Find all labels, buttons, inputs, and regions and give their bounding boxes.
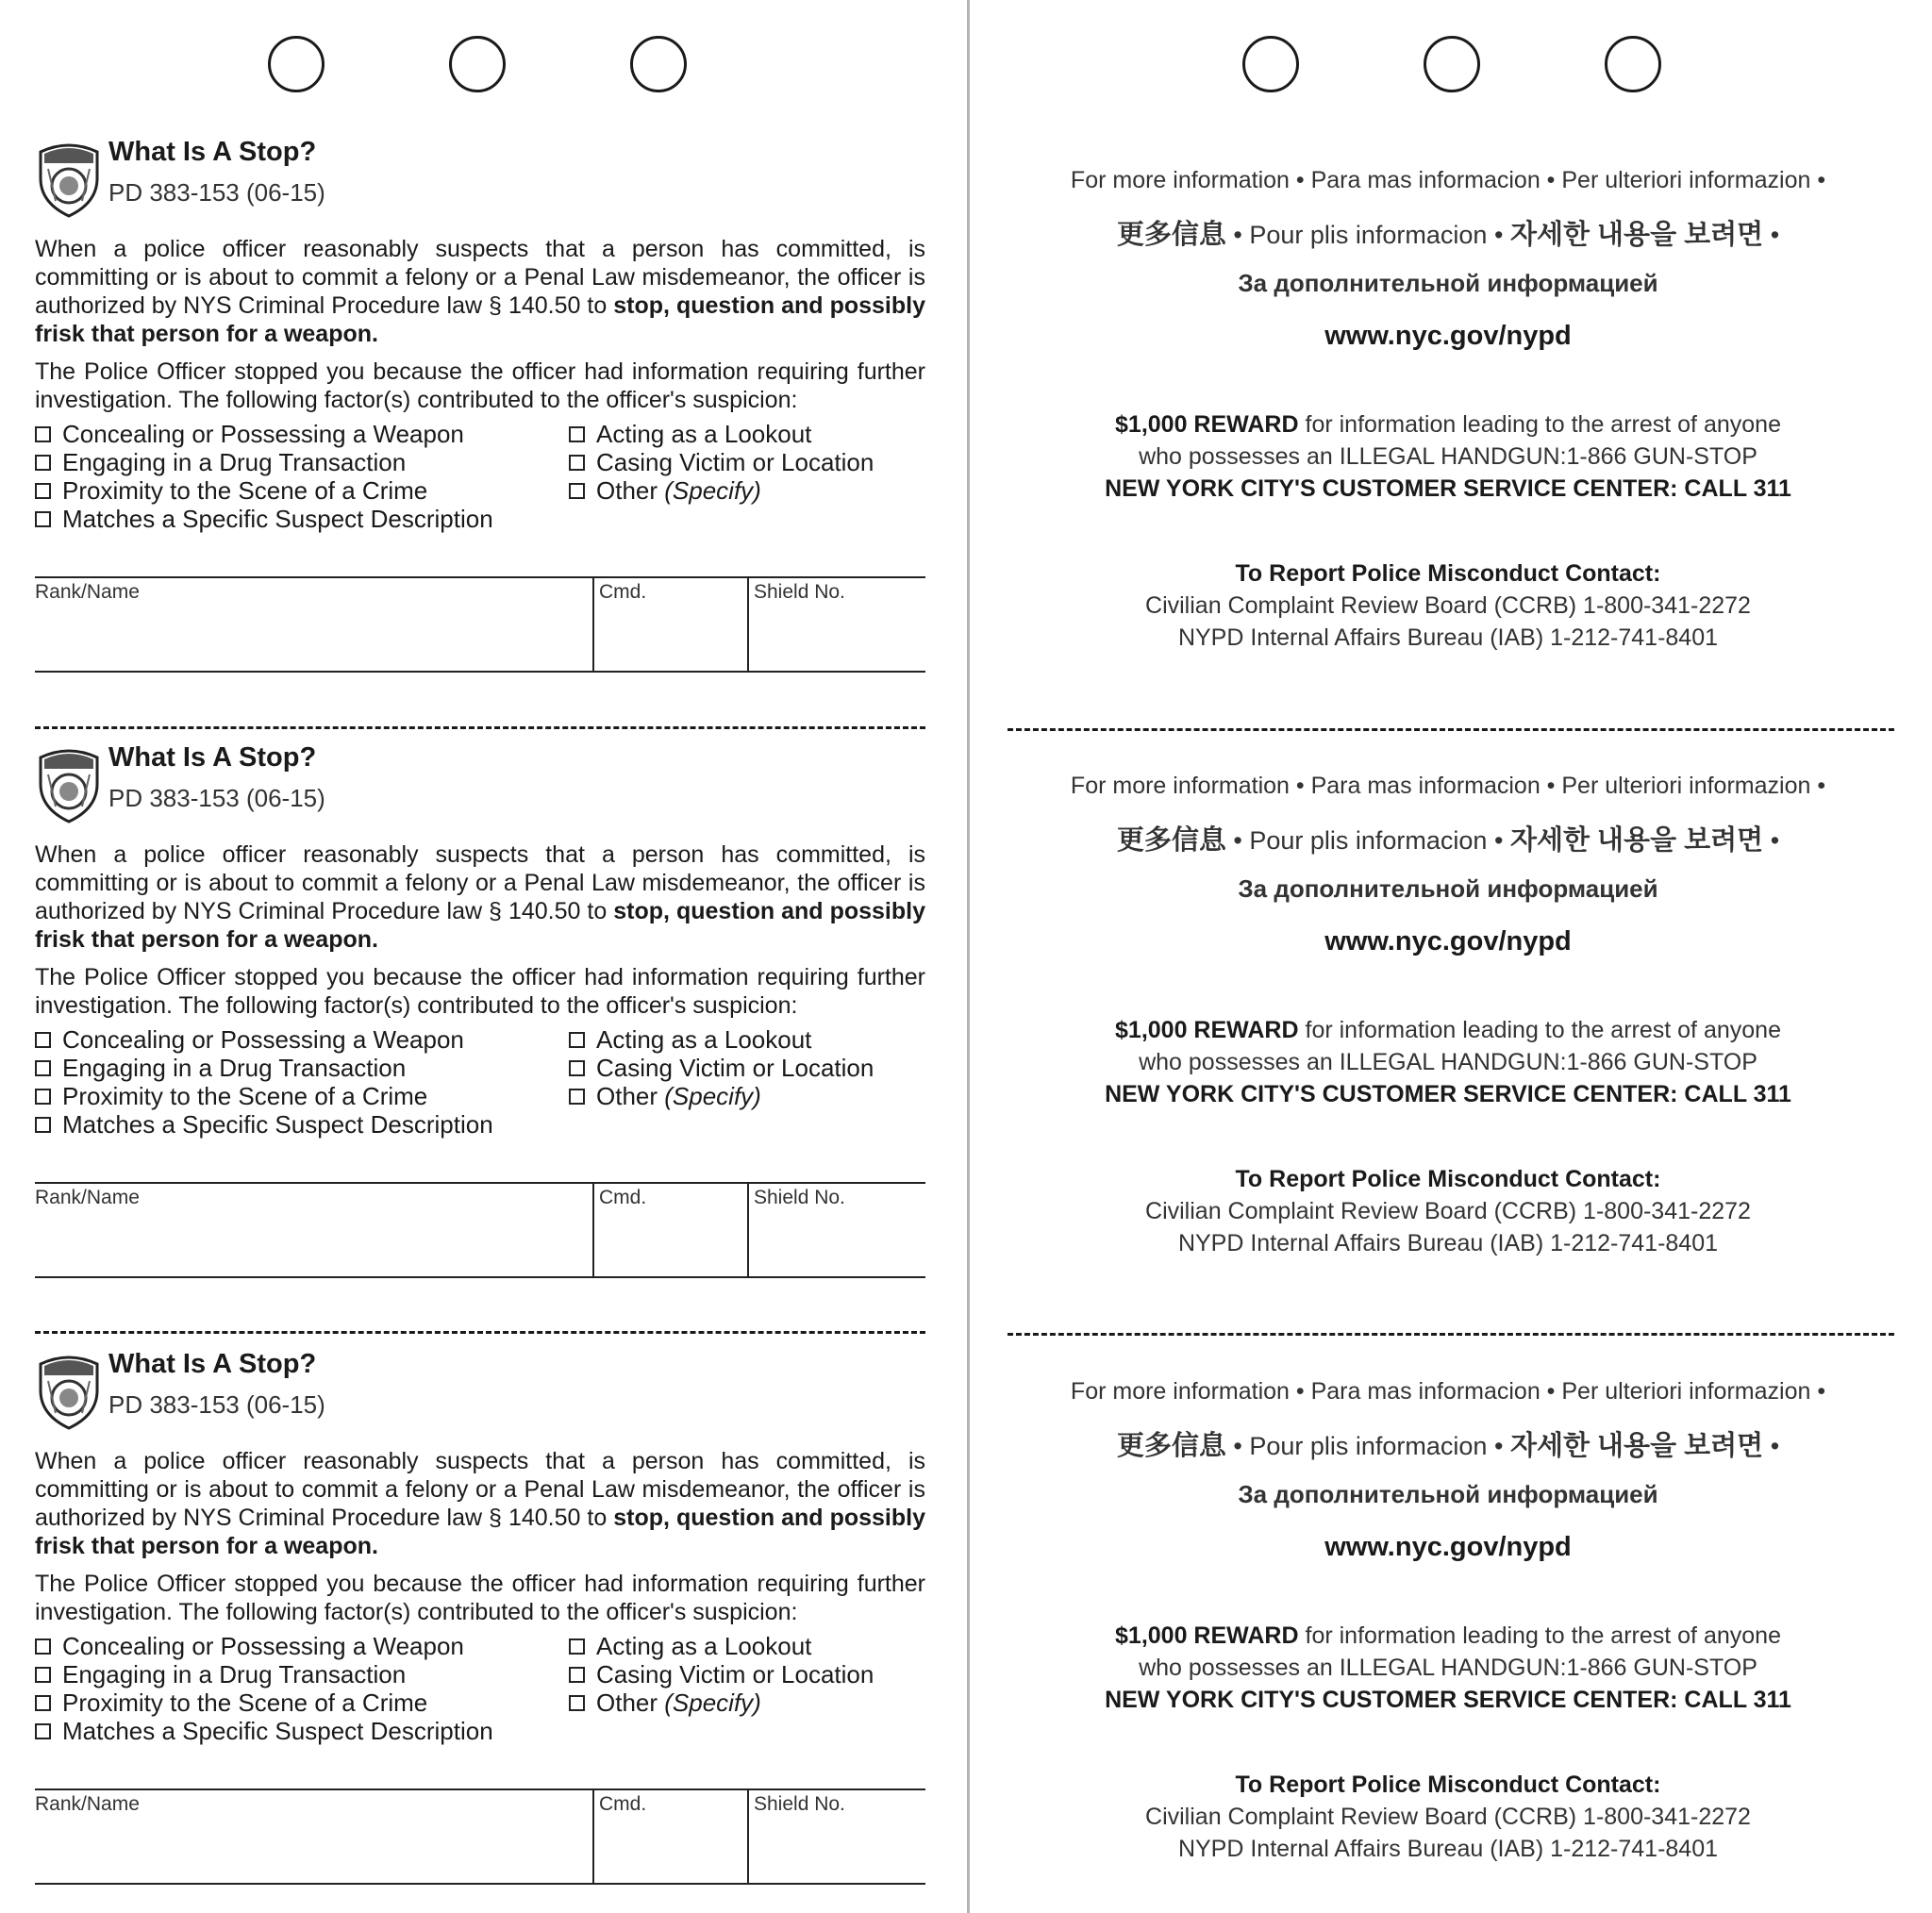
stop-reason: The Police Officer stopped you because the officer had information requiring further investigation. The following factor(s) contributed to the officer's suspicion: [35, 1571, 925, 1625]
misconduct-contacts: To Report Police Misconduct Contact: Civilian Complaint Review Board (CCRB) 1-800-341-2272 NYPD Internal Affairs Bureau (IAB) 1-212-741-8401 [1145, 560, 1751, 651]
misconduct-contacts: To Report Police Misconduct Contact: Civilian Complaint Review Board (CCRB) 1-800-341-2272 NYPD Internal Affairs Bureau (IAB) 1-212-741-8401 [1145, 1772, 1751, 1862]
factor-suspect-description[interactable]: Matches a Specific Suspect Description [35, 1717, 569, 1745]
stop-stub-3 [35, 1351, 925, 1885]
factor-weapon[interactable]: Concealing or Possessing a Weapon [35, 1025, 569, 1054]
more-info-languages: 更多信息 • Pour plis informacion • 자세한 내용을 보려면 • [1116, 825, 1780, 856]
checkbox[interactable] [569, 1667, 585, 1683]
stub-title: What Is A Stop? [108, 742, 317, 773]
factor-casing[interactable]: Casing Victim or Location [569, 1660, 874, 1688]
shield-no-field[interactable]: Shield No. [747, 1790, 845, 1883]
checkbox[interactable] [35, 1117, 51, 1133]
factor-suspect-description[interactable]: Matches a Specific Suspect Description [35, 1110, 569, 1139]
punch-holes-right [1242, 36, 1661, 92]
nypd-shield-icon [35, 139, 103, 218]
factor-casing[interactable]: Casing Victim or Location [569, 1054, 874, 1082]
checkbox[interactable] [35, 1639, 51, 1655]
checkbox[interactable] [35, 1089, 51, 1105]
checkbox[interactable] [35, 1032, 51, 1048]
checkbox[interactable] [569, 455, 585, 471]
stop-definition [35, 1447, 925, 1560]
form-number: PD 383-153 (06-15) [108, 178, 325, 207]
cut-line [1008, 728, 1894, 731]
factor-weapon[interactable]: Concealing or Possessing a Weapon [35, 1632, 569, 1660]
punch-hole [1242, 36, 1299, 92]
stop-stub-2 [35, 744, 925, 1278]
stop-definition [35, 235, 925, 348]
info-panel-1 [1014, 167, 1882, 654]
factor-other[interactable]: Other (Specify) [569, 1082, 874, 1110]
card-fold-divider [967, 0, 970, 1913]
more-info-russian: За дополнительной информацией [1238, 269, 1658, 297]
nypd-url-link[interactable]: www.nyc.gov/nypd [1324, 926, 1572, 956]
stop-definition-text: When a police officer reasonably suspects that a person has committed, is committing or is about to commit a felony or a Penal Law misdemeanor, the officer is authorized by NYS Criminal Procedure law § 140.50 to [35, 236, 925, 319]
factor-drug-transaction[interactable]: Engaging in a Drug Transaction [35, 448, 569, 476]
factor-other[interactable]: Other (Specify) [569, 476, 874, 505]
nypd-url-link[interactable]: www.nyc.gov/nypd [1324, 1532, 1572, 1562]
checkbox[interactable] [35, 483, 51, 499]
stub-title: What Is A Stop? [108, 137, 317, 167]
checkbox[interactable] [35, 1723, 51, 1739]
cut-line [35, 726, 925, 729]
stop-definition-bold: stop, question and possibly frisk that person for a weapon. [35, 1505, 925, 1559]
info-panel-2 [1014, 773, 1882, 1259]
more-info-russian: За дополнительной информацией [1238, 874, 1658, 903]
rank-name-field[interactable]: Rank/Name [35, 1793, 140, 1815]
factor-proximity[interactable]: Proximity to the Scene of a Crime [35, 1688, 569, 1717]
more-info-line: For more information • Para mas informacion • Per ulteriori informazion • [1070, 167, 1826, 193]
stop-stub-1 [35, 139, 925, 673]
checkbox[interactable] [569, 1695, 585, 1711]
checkbox[interactable] [569, 426, 585, 442]
punch-hole [1605, 36, 1661, 92]
factor-checklist [35, 420, 925, 533]
misconduct-contacts: To Report Police Misconduct Contact: Civilian Complaint Review Board (CCRB) 1-800-341-2272 NYPD Internal Affairs Bureau (IAB) 1-212-741-8401 [1145, 1166, 1751, 1256]
checkbox[interactable] [35, 1060, 51, 1076]
stub-title: What Is A Stop? [108, 1349, 317, 1379]
factor-casing[interactable]: Casing Victim or Location [569, 448, 874, 476]
punch-hole [630, 36, 687, 92]
shield-no-field[interactable]: Shield No. [747, 578, 845, 671]
officer-signature-row [35, 576, 925, 673]
punch-holes-left [268, 36, 687, 92]
factor-suspect-description[interactable]: Matches a Specific Suspect Description [35, 505, 569, 533]
stop-definition-bold: stop, question and possibly frisk that person for a weapon. [35, 292, 925, 347]
cmd-field[interactable]: Cmd. [592, 578, 646, 671]
rank-name-field[interactable]: Rank/Name [35, 1187, 140, 1208]
stop-reason: The Police Officer stopped you because the officer had information requiring further investigation. The following factor(s) contributed to the officer's suspicion: [35, 964, 925, 1019]
officer-signature-row [35, 1788, 925, 1885]
more-info-line: For more information • Para mas informacion • Per ulteriori informazion • [1070, 1378, 1826, 1405]
factor-proximity[interactable]: Proximity to the Scene of a Crime [35, 476, 569, 505]
more-info-line: For more information • Para mas informacion • Per ulteriori informazion • [1070, 773, 1826, 799]
stop-definition-text: When a police officer reasonably suspects that a person has committed, is committing or is about to commit a felony or a Penal Law misdemeanor, the officer is authorized by NYS Criminal Procedure law § 140.50 to [35, 1448, 925, 1531]
form-number: PD 383-153 (06-15) [108, 784, 325, 812]
shield-no-field[interactable]: Shield No. [747, 1184, 845, 1276]
checkbox[interactable] [35, 1667, 51, 1683]
factor-other[interactable]: Other (Specify) [569, 1688, 874, 1717]
officer-signature-row [35, 1182, 925, 1278]
more-info-languages: 更多信息 • Pour plis informacion • 자세한 내용을 보려면 • [1116, 1431, 1780, 1461]
factor-lookout[interactable]: Acting as a Lookout [569, 420, 874, 448]
stop-reason: The Police Officer stopped you because the officer had information requiring further investigation. The following factor(s) contributed to the officer's suspicion: [35, 358, 925, 413]
nypd-shield-icon [35, 744, 103, 823]
cut-line [35, 1331, 925, 1334]
factor-proximity[interactable]: Proximity to the Scene of a Crime [35, 1082, 569, 1110]
punch-hole [449, 36, 506, 92]
factor-weapon[interactable]: Concealing or Possessing a Weapon [35, 420, 569, 448]
reward-notice: $1,000 REWARD for information leading to the arrest of anyone who possesses an ILLEGAL HANDGUN:1-866 GUN-STOP NEW YORK CITY'S CUSTOMER SERVICE CENTER: CALL 311 [1105, 1017, 1791, 1107]
stub-header [35, 744, 925, 840]
punch-hole [268, 36, 325, 92]
checkbox[interactable] [569, 1032, 585, 1048]
more-info-russian: За дополнительной информацией [1238, 1480, 1658, 1508]
factor-checklist [35, 1025, 925, 1139]
rank-name-field[interactable]: Rank/Name [35, 581, 140, 603]
info-panel-3 [1014, 1378, 1882, 1865]
more-info-languages: 更多信息 • Pour plis informacion • 자세한 내용을 보려면 • [1116, 220, 1780, 250]
checkbox[interactable] [35, 426, 51, 442]
cmd-field[interactable]: Cmd. [592, 1184, 646, 1276]
factor-drug-transaction[interactable]: Engaging in a Drug Transaction [35, 1054, 569, 1082]
checkbox[interactable] [35, 455, 51, 471]
form-number: PD 383-153 (06-15) [108, 1390, 325, 1419]
stub-header [35, 139, 925, 235]
stop-definition-bold: stop, question and possibly frisk that person for a weapon. [35, 898, 925, 953]
stub-header [35, 1351, 925, 1447]
nypd-url-link[interactable]: www.nyc.gov/nypd [1324, 321, 1572, 351]
checkbox[interactable] [569, 483, 585, 499]
factor-checklist [35, 1632, 925, 1745]
cut-line [1008, 1333, 1894, 1336]
reward-notice: $1,000 REWARD for information leading to the arrest of anyone who possesses an ILLEGAL HANDGUN:1-866 GUN-STOP NEW YORK CITY'S CUSTOMER SERVICE CENTER: CALL 311 [1105, 1622, 1791, 1713]
stop-definition [35, 840, 925, 954]
checkbox[interactable] [569, 1639, 585, 1655]
punch-hole [1424, 36, 1480, 92]
stop-definition-text: When a police officer reasonably suspects that a person has committed, is committing or is about to commit a felony or a Penal Law misdemeanor, the officer is authorized by NYS Criminal Procedure law § 140.50 to [35, 841, 925, 924]
checkbox[interactable] [35, 1695, 51, 1711]
nypd-shield-icon [35, 1351, 103, 1430]
checkbox[interactable] [569, 1060, 585, 1076]
factor-drug-transaction[interactable]: Engaging in a Drug Transaction [35, 1660, 569, 1688]
checkbox[interactable] [569, 1089, 585, 1105]
checkbox[interactable] [35, 511, 51, 527]
cmd-field[interactable]: Cmd. [592, 1790, 646, 1883]
factor-lookout[interactable]: Acting as a Lookout [569, 1632, 874, 1660]
reward-notice: $1,000 REWARD for information leading to the arrest of anyone who possesses an ILLEGAL HANDGUN:1-866 GUN-STOP NEW YORK CITY'S CUSTOMER SERVICE CENTER: CALL 311 [1105, 411, 1791, 502]
factor-lookout[interactable]: Acting as a Lookout [569, 1025, 874, 1054]
